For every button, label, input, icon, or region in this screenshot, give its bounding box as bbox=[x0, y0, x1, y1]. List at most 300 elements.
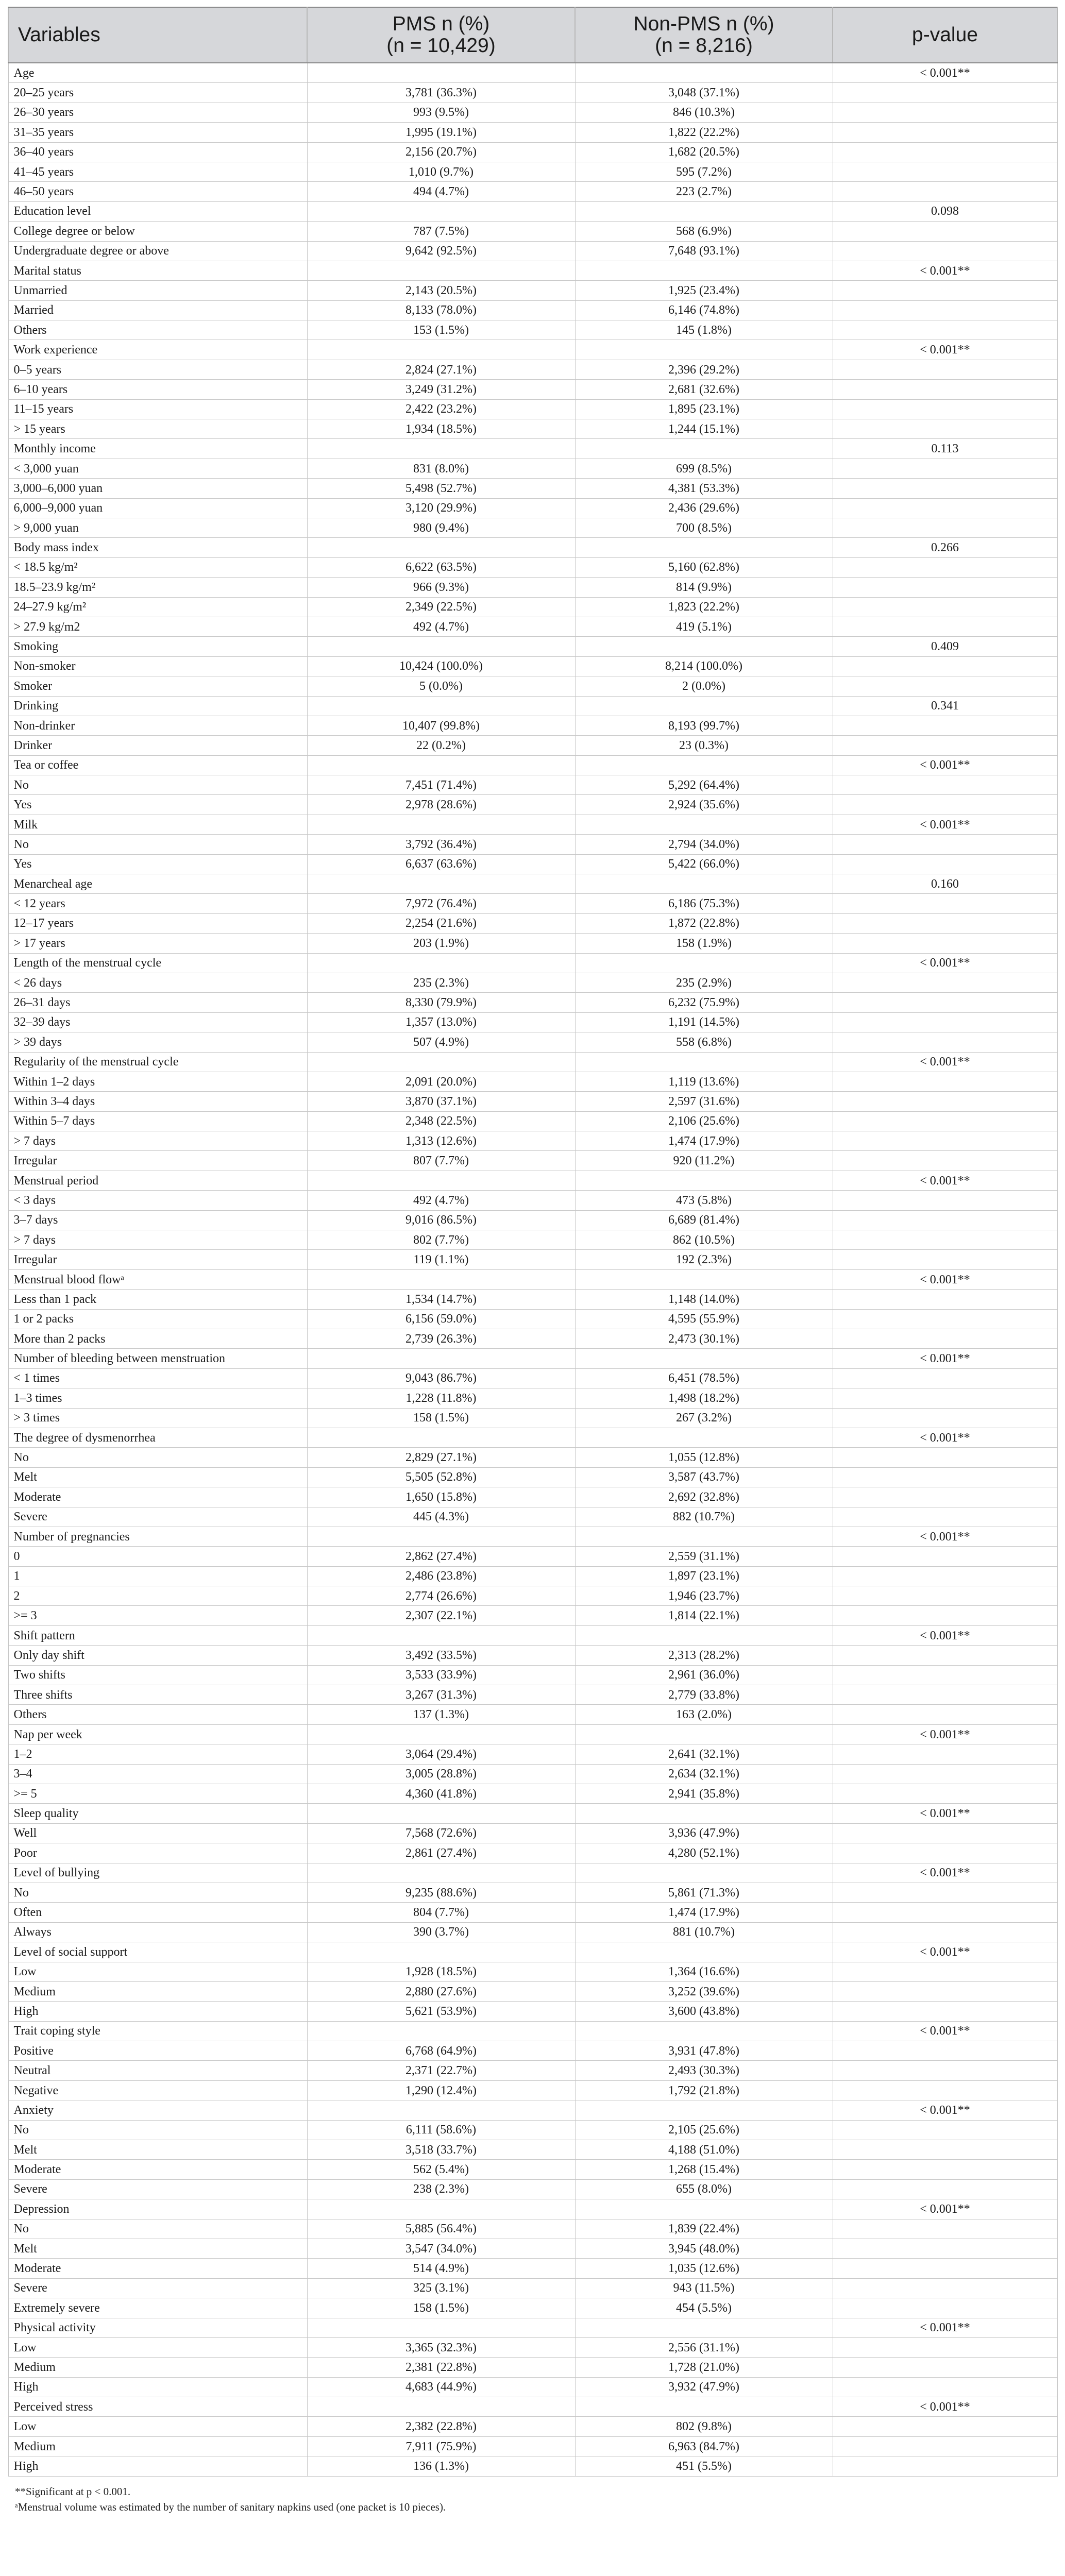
non-pms-cell: 1,191 (14.5%) bbox=[575, 1012, 833, 1032]
p-value-cell bbox=[833, 162, 1057, 181]
pms-cell bbox=[307, 1349, 575, 1368]
non-pms-cell: 1,119 (13.6%) bbox=[575, 1072, 833, 1091]
pms-cell: 9,642 (92.5%) bbox=[307, 241, 575, 261]
p-value-cell bbox=[833, 380, 1057, 399]
non-pms-cell: 6,186 (75.3%) bbox=[575, 894, 833, 913]
variable-cell: Sleep quality bbox=[8, 1804, 307, 1823]
variable-cell: Work experience bbox=[8, 340, 307, 360]
pms-cell: 10,424 (100.0%) bbox=[307, 656, 575, 676]
pms-cell bbox=[307, 1269, 575, 1289]
pms-cell bbox=[307, 1724, 575, 1744]
pms-cell: 3,518 (33.7%) bbox=[307, 2140, 575, 2160]
pms-cell: 1,010 (9.7%) bbox=[307, 162, 575, 181]
variable-cell: Within 1–2 days bbox=[8, 1072, 307, 1091]
pms-cell: 3,249 (31.2%) bbox=[307, 380, 575, 399]
p-value-cell: < 0.001** bbox=[833, 1349, 1057, 1368]
non-pms-cell: 145 (1.8%) bbox=[575, 320, 833, 340]
p-value-cell: < 0.001** bbox=[833, 340, 1057, 360]
pms-cell: 831 (8.0%) bbox=[307, 459, 575, 478]
pms-cell: 4,360 (41.8%) bbox=[307, 1784, 575, 1803]
non-pms-cell: 1,035 (12.6%) bbox=[575, 2259, 833, 2278]
non-pms-cell: 1,872 (22.8%) bbox=[575, 913, 833, 933]
pms-cell bbox=[307, 439, 575, 459]
variable-cell: No bbox=[8, 2120, 307, 2140]
non-pms-cell: 2 (0.0%) bbox=[575, 676, 833, 696]
pms-cell bbox=[307, 953, 575, 973]
variable-cell: Medium bbox=[8, 1981, 307, 2001]
p-value-cell bbox=[833, 578, 1057, 597]
non-pms-cell: 1,823 (22.2%) bbox=[575, 597, 833, 617]
table-row bbox=[8, 1764, 1057, 1784]
p-value-cell bbox=[833, 1072, 1057, 1091]
p-value-cell bbox=[833, 1586, 1057, 1606]
p-value-cell: < 0.001** bbox=[833, 1171, 1057, 1190]
variable-cell: < 3 days bbox=[8, 1191, 307, 1210]
pms-cell: 2,382 (22.8%) bbox=[307, 2417, 575, 2436]
pms-cell: 7,451 (71.4%) bbox=[307, 775, 575, 795]
table-row bbox=[8, 934, 1057, 953]
variable-cell: Level of social support bbox=[8, 1942, 307, 1962]
table-row bbox=[8, 2456, 1057, 2476]
non-pms-cell: 2,559 (31.1%) bbox=[575, 1547, 833, 1566]
table-row bbox=[8, 795, 1057, 815]
non-pms-cell: 2,556 (31.1%) bbox=[575, 2337, 833, 2357]
non-pms-cell bbox=[575, 1527, 833, 1546]
table-row bbox=[8, 1646, 1057, 1665]
p-value-cell bbox=[833, 1606, 1057, 1625]
pms-cell: 2,739 (26.3%) bbox=[307, 1329, 575, 1349]
pms-cell: 5,621 (53.9%) bbox=[307, 2002, 575, 2021]
non-pms-cell: 7,648 (93.1%) bbox=[575, 241, 833, 261]
non-pms-cell: 6,146 (74.8%) bbox=[575, 300, 833, 320]
variable-cell: High bbox=[8, 2002, 307, 2021]
non-pms-cell: 814 (9.9%) bbox=[575, 578, 833, 597]
variable-cell: High bbox=[8, 2377, 307, 2397]
pms-cell: 7,911 (75.9%) bbox=[307, 2436, 575, 2456]
pms-cell: 445 (4.3%) bbox=[307, 1507, 575, 1527]
table-row bbox=[8, 1388, 1057, 1408]
non-pms-cell: 943 (11.5%) bbox=[575, 2278, 833, 2298]
variable-cell: 20–25 years bbox=[8, 83, 307, 103]
pms-cell: 2,348 (22.5%) bbox=[307, 1111, 575, 1131]
pms-cell: 2,862 (27.4%) bbox=[307, 1547, 575, 1566]
table-row bbox=[8, 597, 1057, 617]
p-value-cell bbox=[833, 1309, 1057, 1329]
p-value-cell: 0.341 bbox=[833, 696, 1057, 716]
non-pms-cell: 881 (10.7%) bbox=[575, 1922, 833, 1942]
non-pms-cell: 2,681 (32.6%) bbox=[575, 380, 833, 399]
non-pms-cell: 700 (8.5%) bbox=[575, 518, 833, 537]
table-row bbox=[8, 874, 1057, 894]
variable-cell: > 15 years bbox=[8, 419, 307, 439]
variable-cell: Physical activity bbox=[8, 2318, 307, 2337]
p-value-cell bbox=[833, 1685, 1057, 1705]
non-pms-cell: 3,931 (47.8%) bbox=[575, 2041, 833, 2061]
pms-cell: 5,885 (56.4%) bbox=[307, 2219, 575, 2239]
p-value-cell bbox=[833, 617, 1057, 636]
table-row bbox=[8, 320, 1057, 340]
non-pms-cell: 2,493 (30.3%) bbox=[575, 2061, 833, 2080]
table-row bbox=[8, 676, 1057, 696]
table-row bbox=[8, 716, 1057, 735]
table-row bbox=[8, 222, 1057, 241]
non-pms-cell: 6,451 (78.5%) bbox=[575, 1368, 833, 1388]
header-p-value: p-value bbox=[833, 7, 1057, 63]
pms-cell bbox=[307, 1863, 575, 1883]
p-value-cell bbox=[833, 103, 1057, 122]
pms-cell: 119 (1.1%) bbox=[307, 1250, 575, 1269]
variable-cell: Others bbox=[8, 1705, 307, 1724]
p-value-cell bbox=[833, 419, 1057, 439]
header-non-pms-line1: Non-PMS n (%) bbox=[633, 13, 774, 35]
table-row bbox=[8, 637, 1057, 656]
p-value-cell: < 0.001** bbox=[833, 1724, 1057, 1744]
variable-cell: Well bbox=[8, 1823, 307, 1843]
table-row bbox=[8, 2219, 1057, 2239]
pms-cell bbox=[307, 874, 575, 894]
variable-cell: Menstrual blood flowᵃ bbox=[8, 1269, 307, 1289]
pms-cell: 158 (1.5%) bbox=[307, 2298, 575, 2318]
table-row bbox=[8, 63, 1057, 83]
p-value-cell bbox=[833, 1823, 1057, 1843]
non-pms-cell: 1,148 (14.0%) bbox=[575, 1290, 833, 1309]
pms-cell: 492 (4.7%) bbox=[307, 617, 575, 636]
pms-cell bbox=[307, 1942, 575, 1962]
non-pms-cell: 267 (3.2%) bbox=[575, 1408, 833, 1428]
pms-cell: 507 (4.9%) bbox=[307, 1032, 575, 1052]
non-pms-cell: 595 (7.2%) bbox=[575, 162, 833, 181]
table-row bbox=[8, 696, 1057, 716]
table-row bbox=[8, 755, 1057, 775]
pms-cell: 3,533 (33.9%) bbox=[307, 1665, 575, 1685]
non-pms-cell: 846 (10.3%) bbox=[575, 103, 833, 122]
non-pms-cell: 419 (5.1%) bbox=[575, 617, 833, 636]
table-row bbox=[8, 399, 1057, 419]
p-value-cell bbox=[833, 1191, 1057, 1210]
variable-cell: > 39 days bbox=[8, 1032, 307, 1052]
pms-cell: 1,928 (18.5%) bbox=[307, 1962, 575, 1981]
table-row bbox=[8, 2160, 1057, 2179]
pms-cell bbox=[307, 1527, 575, 1546]
pms-cell bbox=[307, 637, 575, 656]
p-value-cell bbox=[833, 399, 1057, 419]
variable-cell: 32–39 days bbox=[8, 1012, 307, 1032]
non-pms-cell: 23 (0.3%) bbox=[575, 736, 833, 755]
table-row bbox=[8, 1329, 1057, 1349]
non-pms-cell bbox=[575, 1428, 833, 1447]
table-row bbox=[8, 1804, 1057, 1823]
p-value-cell bbox=[833, 2436, 1057, 2456]
p-value-cell bbox=[833, 993, 1057, 1012]
non-pms-cell: 1,822 (22.2%) bbox=[575, 123, 833, 142]
non-pms-cell bbox=[575, 261, 833, 280]
pms-cell: 804 (7.7%) bbox=[307, 1903, 575, 1922]
pms-cell: 203 (1.9%) bbox=[307, 934, 575, 953]
p-value-cell bbox=[833, 2377, 1057, 2397]
p-value-cell bbox=[833, 1012, 1057, 1032]
p-value-cell bbox=[833, 557, 1057, 577]
variable-cell: Age bbox=[8, 63, 307, 83]
p-value-cell bbox=[833, 2239, 1057, 2258]
variable-cell: Non-smoker bbox=[8, 656, 307, 676]
non-pms-cell: 2,473 (30.1%) bbox=[575, 1329, 833, 1349]
variable-cell: Education level bbox=[8, 201, 307, 221]
p-value-cell: < 0.001** bbox=[833, 755, 1057, 775]
pms-cell: 2,371 (22.7%) bbox=[307, 2061, 575, 2080]
non-pms-cell: 235 (2.9%) bbox=[575, 973, 833, 992]
p-value-cell bbox=[833, 479, 1057, 498]
p-value-cell bbox=[833, 1368, 1057, 1388]
non-pms-cell: 4,280 (52.1%) bbox=[575, 1843, 833, 1863]
non-pms-cell bbox=[575, 696, 833, 716]
non-pms-cell: 4,595 (55.9%) bbox=[575, 1309, 833, 1329]
table-row bbox=[8, 578, 1057, 597]
p-value-cell bbox=[833, 2160, 1057, 2179]
p-value-cell: 0.113 bbox=[833, 439, 1057, 459]
variable-cell: Menstrual period bbox=[8, 1171, 307, 1190]
pms-cell: 8,330 (79.9%) bbox=[307, 993, 575, 1012]
non-pms-cell: 5,422 (66.0%) bbox=[575, 854, 833, 874]
table-row bbox=[8, 1032, 1057, 1052]
non-pms-cell: 3,932 (47.9%) bbox=[575, 2377, 833, 2397]
non-pms-cell bbox=[575, 2100, 833, 2120]
variable-cell: Two shifts bbox=[8, 1665, 307, 1685]
p-value-cell: < 0.001** bbox=[833, 1863, 1057, 1883]
table-row bbox=[8, 1309, 1057, 1329]
table-row bbox=[8, 1448, 1057, 1467]
table-row bbox=[8, 1823, 1057, 1843]
p-value-cell: 0.098 bbox=[833, 201, 1057, 221]
pms-cell: 3,120 (29.9%) bbox=[307, 498, 575, 518]
p-value-cell bbox=[833, 1210, 1057, 1230]
pms-cell: 7,568 (72.6%) bbox=[307, 1823, 575, 1843]
table-container bbox=[8, 7, 1057, 2515]
p-value-cell bbox=[833, 2278, 1057, 2298]
variable-cell: 3,000–6,000 yuan bbox=[8, 479, 307, 498]
variable-cell: Moderate bbox=[8, 2160, 307, 2179]
p-value-cell bbox=[833, 1566, 1057, 1586]
variable-cell: Extremely severe bbox=[8, 2298, 307, 2318]
pms-cell: 9,043 (86.7%) bbox=[307, 1368, 575, 1388]
non-pms-cell: 2,924 (35.6%) bbox=[575, 795, 833, 815]
variable-cell: Poor bbox=[8, 1843, 307, 1863]
p-value-cell bbox=[833, 894, 1057, 913]
p-value-cell bbox=[833, 360, 1057, 379]
p-value-cell: < 0.001** bbox=[833, 1269, 1057, 1289]
non-pms-cell bbox=[575, 340, 833, 360]
table-row bbox=[8, 617, 1057, 636]
pms-cell bbox=[307, 201, 575, 221]
variable-cell: Irregular bbox=[8, 1250, 307, 1269]
pms-cell bbox=[307, 340, 575, 360]
table-row bbox=[8, 1072, 1057, 1091]
table-row bbox=[8, 2140, 1057, 2160]
table-row bbox=[8, 1685, 1057, 1705]
p-value-cell bbox=[833, 1467, 1057, 1487]
pms-cell: 5,498 (52.7%) bbox=[307, 479, 575, 498]
pms-cell bbox=[307, 2021, 575, 2041]
p-value-cell bbox=[833, 597, 1057, 617]
pms-cell: 1,650 (15.8%) bbox=[307, 1487, 575, 1507]
table-row bbox=[8, 1942, 1057, 1962]
non-pms-cell bbox=[575, 1804, 833, 1823]
table-row bbox=[8, 2298, 1057, 2318]
variable-cell: >= 3 bbox=[8, 1606, 307, 1625]
table-row bbox=[8, 973, 1057, 992]
p-value-cell bbox=[833, 2041, 1057, 2061]
variable-cell: No bbox=[8, 775, 307, 795]
variable-cell: Married bbox=[8, 300, 307, 320]
table-row bbox=[8, 162, 1057, 181]
p-value-cell bbox=[833, 1111, 1057, 1131]
non-pms-cell bbox=[575, 953, 833, 973]
variable-cell: 1–3 times bbox=[8, 1388, 307, 1408]
variable-cell: Yes bbox=[8, 854, 307, 874]
variable-cell: No bbox=[8, 835, 307, 854]
p-value-cell bbox=[833, 1705, 1057, 1724]
p-value-cell: 0.409 bbox=[833, 637, 1057, 656]
non-pms-cell: 1,682 (20.5%) bbox=[575, 142, 833, 162]
pms-cell bbox=[307, 2199, 575, 2219]
non-pms-cell: 568 (6.9%) bbox=[575, 222, 833, 241]
pms-cell: 1,228 (11.8%) bbox=[307, 1388, 575, 1408]
variable-cell: Anxiety bbox=[8, 2100, 307, 2120]
pms-cell bbox=[307, 1171, 575, 1190]
pms-cell bbox=[307, 815, 575, 834]
table-row bbox=[8, 201, 1057, 221]
pms-cell: 2,349 (22.5%) bbox=[307, 597, 575, 617]
p-value-cell bbox=[833, 2179, 1057, 2199]
p-value-cell bbox=[833, 1981, 1057, 2001]
table-row bbox=[8, 1724, 1057, 1744]
variable-cell: Within 5–7 days bbox=[8, 1111, 307, 1131]
variable-cell: Drinking bbox=[8, 696, 307, 716]
pms-cell: 2,774 (26.6%) bbox=[307, 1586, 575, 1606]
non-pms-cell: 223 (2.7%) bbox=[575, 182, 833, 201]
non-pms-cell bbox=[575, 538, 833, 557]
p-value-cell bbox=[833, 854, 1057, 874]
non-pms-cell: 1,498 (18.2%) bbox=[575, 1388, 833, 1408]
table-row bbox=[8, 83, 1057, 103]
non-pms-cell: 6,232 (75.9%) bbox=[575, 993, 833, 1012]
variable-cell: 18.5–23.9 kg/m² bbox=[8, 578, 307, 597]
pms-cell: 1,290 (12.4%) bbox=[307, 2080, 575, 2100]
non-pms-cell bbox=[575, 637, 833, 656]
non-pms-cell: 1,925 (23.4%) bbox=[575, 281, 833, 300]
non-pms-cell: 192 (2.3%) bbox=[575, 1250, 833, 1269]
table-row bbox=[8, 2239, 1057, 2258]
pms-cell bbox=[307, 1625, 575, 1645]
non-pms-cell: 1,792 (21.8%) bbox=[575, 2080, 833, 2100]
table-row bbox=[8, 1665, 1057, 1685]
variable-cell: Milk bbox=[8, 815, 307, 834]
table-row bbox=[8, 2397, 1057, 2417]
non-pms-cell: 2,436 (29.6%) bbox=[575, 498, 833, 518]
variable-cell: > 9,000 yuan bbox=[8, 518, 307, 537]
non-pms-cell: 451 (5.5%) bbox=[575, 2456, 833, 2476]
p-value-cell bbox=[833, 2337, 1057, 2357]
pms-cell: 3,781 (36.3%) bbox=[307, 83, 575, 103]
pms-cell: 966 (9.3%) bbox=[307, 578, 575, 597]
pms-cell: 2,880 (27.6%) bbox=[307, 1981, 575, 2001]
variable-cell: 31–35 years bbox=[8, 123, 307, 142]
variable-cell: Medium bbox=[8, 2436, 307, 2456]
variable-cell: 11–15 years bbox=[8, 399, 307, 419]
p-value-cell bbox=[833, 1388, 1057, 1408]
pms-cell: 9,235 (88.6%) bbox=[307, 1883, 575, 1902]
p-value-cell: < 0.001** bbox=[833, 2021, 1057, 2041]
pms-cell: 3,064 (29.4%) bbox=[307, 1744, 575, 1764]
non-pms-cell: 1,055 (12.8%) bbox=[575, 1448, 833, 1467]
pms-cell: 6,622 (63.5%) bbox=[307, 557, 575, 577]
variable-cell: Melt bbox=[8, 2140, 307, 2160]
non-pms-cell: 558 (6.8%) bbox=[575, 1032, 833, 1052]
table-row bbox=[8, 1784, 1057, 1803]
non-pms-cell: 2,794 (34.0%) bbox=[575, 835, 833, 854]
pms-cell bbox=[307, 1428, 575, 1447]
table-row bbox=[8, 736, 1057, 755]
variable-cell: Only day shift bbox=[8, 1646, 307, 1665]
variable-cell: Monthly income bbox=[8, 439, 307, 459]
table-row bbox=[8, 2199, 1057, 2219]
variable-cell: Shift pattern bbox=[8, 1625, 307, 1645]
variable-cell: Often bbox=[8, 1903, 307, 1922]
table-row bbox=[8, 894, 1057, 913]
table-row bbox=[8, 1290, 1057, 1309]
variable-cell: 1 bbox=[8, 1566, 307, 1586]
p-value-cell: < 0.001** bbox=[833, 2318, 1057, 2337]
pms-cell: 238 (2.3%) bbox=[307, 2179, 575, 2199]
table-row bbox=[8, 1111, 1057, 1131]
non-pms-cell: 2,961 (36.0%) bbox=[575, 1665, 833, 1685]
p-value-cell bbox=[833, 2358, 1057, 2377]
non-pms-cell bbox=[575, 2021, 833, 2041]
variable-cell: Severe bbox=[8, 2179, 307, 2199]
table-row bbox=[8, 2259, 1057, 2278]
table-row bbox=[8, 123, 1057, 142]
non-pms-cell bbox=[575, 874, 833, 894]
variable-cell: 1 or 2 packs bbox=[8, 1309, 307, 1329]
table-row bbox=[8, 1368, 1057, 1388]
variable-cell: > 27.9 kg/m2 bbox=[8, 617, 307, 636]
pms-cell: 2,381 (22.8%) bbox=[307, 2358, 575, 2377]
p-value-cell bbox=[833, 676, 1057, 696]
p-value-cell bbox=[833, 1903, 1057, 1922]
table-row bbox=[8, 1487, 1057, 1507]
pms-cell: 2,978 (28.6%) bbox=[307, 795, 575, 815]
pms-cell: 137 (1.3%) bbox=[307, 1705, 575, 1724]
pms-cell: 9,016 (86.5%) bbox=[307, 1210, 575, 1230]
table-row bbox=[8, 1428, 1057, 1447]
pms-cell: 1,313 (12.6%) bbox=[307, 1131, 575, 1151]
header-pms-line1: PMS n (%) bbox=[392, 13, 490, 35]
variable-cell: Always bbox=[8, 1922, 307, 1942]
pms-cell: 2,156 (20.7%) bbox=[307, 142, 575, 162]
variable-cell: Nap per week bbox=[8, 1724, 307, 1744]
variable-cell: 12–17 years bbox=[8, 913, 307, 933]
p-value-cell bbox=[833, 835, 1057, 854]
p-value-cell: < 0.001** bbox=[833, 63, 1057, 83]
p-value-cell bbox=[833, 1744, 1057, 1764]
p-value-cell bbox=[833, 222, 1057, 241]
non-pms-cell bbox=[575, 439, 833, 459]
variable-cell: Positive bbox=[8, 2041, 307, 2061]
pms-cell: 390 (3.7%) bbox=[307, 1922, 575, 1942]
non-pms-cell: 699 (8.5%) bbox=[575, 459, 833, 478]
variable-cell: Trait coping style bbox=[8, 2021, 307, 2041]
pms-cell: 325 (3.1%) bbox=[307, 2278, 575, 2298]
p-value-cell bbox=[833, 913, 1057, 933]
